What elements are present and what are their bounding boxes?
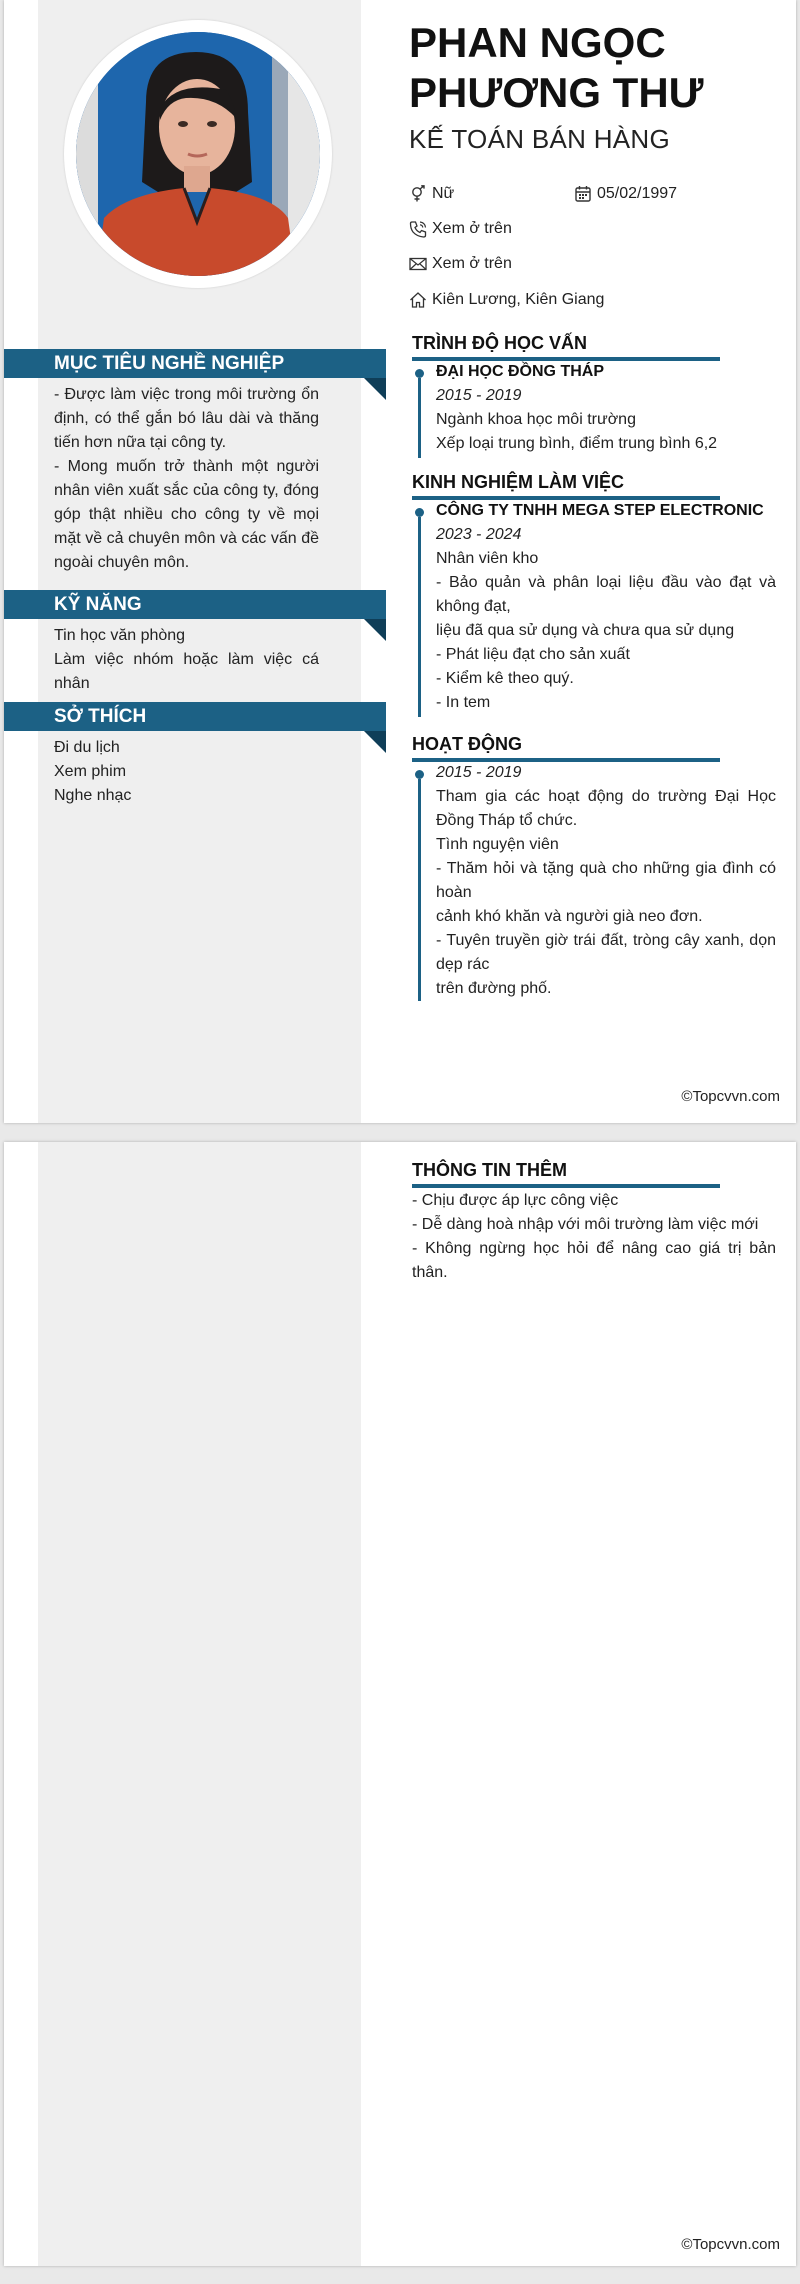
activities-entry (436, 761, 776, 1001)
activities-period: 2015 - 2019 (436, 764, 522, 781)
hobbies-heading-label: SỞ THÍCH (54, 706, 147, 727)
hobby-item: Đi du lịch (54, 739, 120, 756)
email-value: Xem ở trên (432, 255, 512, 272)
career-goal-line: - Được làm việc trong môi trường ổn định, có thể gắn bó lâu dài và thăng tiến hơn nữa tại công ty. (54, 386, 319, 451)
career-goal-text (54, 383, 319, 575)
skills-heading-label: KỸ NĂNG (54, 594, 142, 615)
experience-period: 2023 - 2024 (436, 526, 522, 543)
activities-line: cảnh khó khăn và người già neo đơn. (436, 908, 703, 925)
activities-line: - Tuyên truyền giờ trái đất, tròng cây xanh, dọn dẹp rác (436, 932, 776, 973)
calendar-icon (574, 185, 592, 203)
experience-line: - Phát liệu đạt cho sản xuất (436, 646, 630, 663)
experience-line: - Kiểm kê theo quý. (436, 670, 574, 687)
activities-line: Tình nguyện viên (436, 836, 559, 853)
additional-info-text (412, 1189, 776, 1285)
timeline-dot (415, 508, 424, 517)
email-row (409, 253, 512, 275)
experience-line: liệu đã qua sử dụng và chưa qua sử dụng (436, 622, 735, 639)
activities-timeline (418, 779, 421, 1001)
education-entry (436, 360, 776, 456)
phone-icon (409, 220, 427, 238)
job-title: KẾ TOÁN BÁN HÀNG (409, 124, 671, 154)
heading-fold (364, 619, 386, 641)
career-goal-heading (4, 349, 386, 378)
activities-line: trên đường phố. (436, 980, 552, 997)
footer-credit: ©Topcvvn.com (681, 2236, 780, 2253)
avatar-photo (76, 32, 320, 276)
experience-entry (436, 499, 776, 715)
birthday-value: 05/02/1997 (597, 185, 678, 202)
career-goal-heading-label: MỤC TIÊU NGHỀ NGHIỆP (54, 353, 285, 374)
address-row (409, 289, 604, 311)
education-school: ĐẠI HỌC ĐỒNG THÁP (436, 363, 604, 380)
hobbies-heading (4, 702, 386, 731)
candidate-name (409, 18, 789, 118)
skills-text (54, 624, 319, 696)
education-period: 2015 - 2019 (436, 387, 522, 404)
skill-item: Làm việc nhóm hoặc làm việc cá nhân (54, 651, 319, 692)
phone-row (409, 218, 512, 240)
education-timeline (418, 378, 421, 458)
name-line-2: PHƯƠNG THƯ (409, 69, 704, 116)
career-goal-line: - Mong muốn trở thành một người nhân viên xuất sắc của công ty, đóng góp thật nhiều cho công ty về mọi mặt về cả chuyên môn và các vấn đề ngoài chuyên môn. (54, 458, 319, 571)
address-value: Kiên Lương, Kiên Giang (432, 291, 605, 308)
gender-icon (409, 185, 427, 203)
timeline-dot (415, 369, 424, 378)
home-icon (409, 291, 427, 309)
heading-fold (364, 378, 386, 400)
timeline-dot (415, 770, 424, 779)
experience-line: - Bảo quản và phân loại liệu đầu vào đạt và không đạt, (436, 574, 776, 615)
experience-heading: KINH NGHIỆM LÀM VIỆC (412, 472, 720, 500)
avatar-frame (64, 20, 332, 288)
gender-row (409, 183, 454, 205)
skills-heading (4, 590, 386, 619)
education-line: Xếp loại trung bình, điểm trung bình 6,2 (436, 435, 718, 452)
email-icon (409, 255, 427, 273)
experience-line: Nhân viên kho (436, 550, 539, 567)
experience-timeline (418, 517, 421, 717)
experience-line: - In tem (436, 694, 491, 711)
hobbies-text (54, 736, 319, 808)
cv-page-1 (4, 0, 796, 1123)
skill-item: Tin học văn phòng (54, 627, 186, 644)
education-line: Ngành khoa học môi trường (436, 411, 636, 428)
activities-heading: HOẠT ĐỘNG (412, 734, 720, 762)
phone-value: Xem ở trên (432, 220, 512, 237)
gender-value: Nữ (432, 185, 455, 202)
activities-line: - Thăm hỏi và tặng quà cho những gia đình có hoàn (436, 860, 776, 901)
name-line-1: PHAN NGỌC (409, 19, 666, 66)
additional-line: - Dễ dàng hoà nhập với môi trường làm việc mới (412, 1216, 759, 1233)
additional-line: - Không ngừng học hỏi để nâng cao giá trị bản thân. (412, 1240, 776, 1281)
birthday-row (574, 183, 677, 205)
sidebar (38, 1142, 361, 2266)
additional-line: - Chịu được áp lực công việc (412, 1192, 619, 1209)
cv-page-2 (4, 1142, 796, 2266)
education-heading: TRÌNH ĐỘ HỌC VẤN (412, 333, 720, 361)
footer-credit: ©Topcvvn.com (681, 1088, 780, 1105)
experience-company: CÔNG TY TNHH MEGA STEP ELECTRONIC (436, 502, 764, 519)
activities-line: Tham gia các hoạt động do trường Đại Học Đồng Tháp tổ chức. (436, 788, 776, 829)
hobby-item: Xem phim (54, 763, 127, 780)
additional-info-heading: THÔNG TIN THÊM (412, 1160, 720, 1188)
avatar (76, 32, 320, 276)
heading-fold (364, 731, 386, 753)
hobby-item: Nghe nhạc (54, 787, 132, 804)
